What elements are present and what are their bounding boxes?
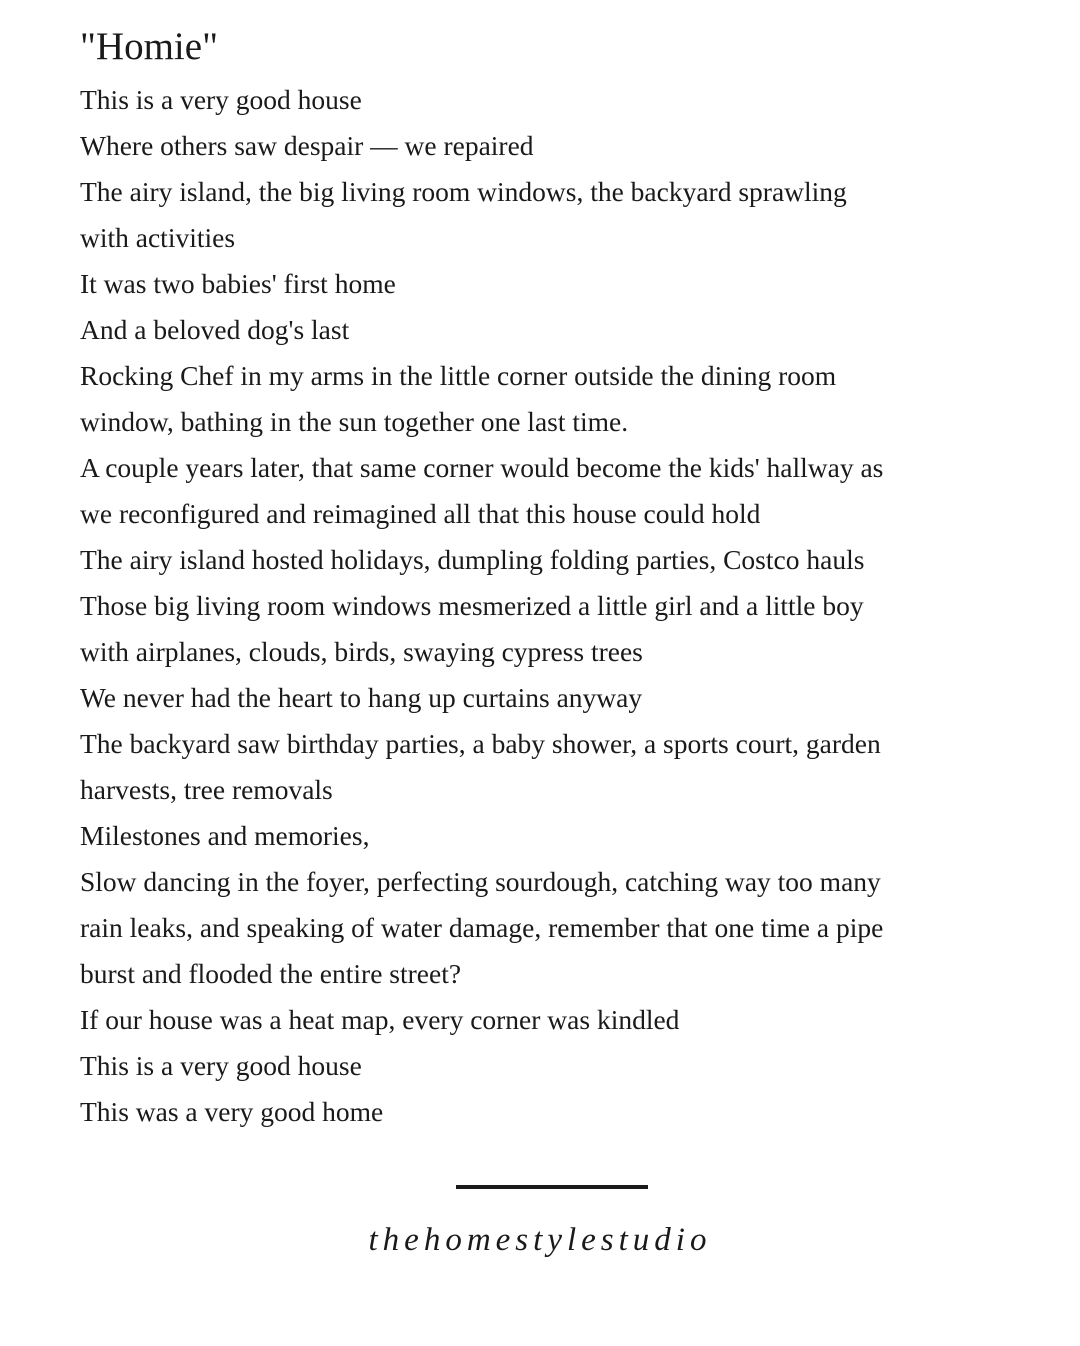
footer-divider bbox=[456, 1185, 648, 1189]
poem-line: This is a very good house bbox=[80, 1050, 362, 1081]
poem-line: rain leaks, and speaking of water damage, remember that one time a pipe bbox=[80, 912, 884, 943]
poem-line: Rocking Chef in my arms in the little corner outside the dining room bbox=[80, 360, 837, 391]
poem-line: harvests, tree removals bbox=[80, 774, 333, 805]
poem-line: Milestones and memories, bbox=[80, 820, 370, 851]
poem-line: The airy island, the big living room windows, the backyard sprawling bbox=[80, 176, 847, 207]
poem-line: Slow dancing in the foyer, perfecting sourdough, catching way too many bbox=[80, 866, 881, 897]
poem-line: Those big living room windows mesmerized a little girl and a little boy bbox=[80, 590, 864, 621]
poem bbox=[80, 22, 1005, 1135]
poem-line: It was two babies' first home bbox=[80, 268, 396, 299]
poem-line: The backyard saw birthday parties, a baby shower, a sports court, garden bbox=[80, 728, 881, 759]
poem-lines bbox=[80, 77, 1005, 1135]
poem-line: The airy island hosted holidays, dumpling folding parties, Costco hauls bbox=[80, 544, 865, 575]
poem-title: "Homie" bbox=[80, 25, 218, 68]
poem-line: If our house was a heat map, every corner was kindled bbox=[80, 1004, 680, 1035]
poem-line: with activities bbox=[80, 222, 236, 253]
poem-line: A couple years later, that same corner would become the kids' hallway as bbox=[80, 452, 884, 483]
poem-line: This was a very good home bbox=[80, 1096, 384, 1127]
poem-line: with airplanes, clouds, birds, swaying cypress trees bbox=[80, 636, 643, 667]
studio-signature: thehomestylestudio bbox=[368, 1222, 712, 1258]
poem-line: Where others saw despair — we repaired bbox=[80, 130, 534, 161]
poem-line: burst and flooded the entire street? bbox=[80, 958, 462, 989]
poem-line: And a beloved dog's last bbox=[80, 314, 350, 345]
poem-line: window, bathing in the sun together one last time. bbox=[80, 406, 629, 437]
poem-line: This is a very good house bbox=[80, 84, 362, 115]
poem-line: we reconfigured and reimagined all that this house could hold bbox=[80, 498, 761, 529]
poem-line: We never had the heart to hang up curtains anyway bbox=[80, 682, 643, 713]
